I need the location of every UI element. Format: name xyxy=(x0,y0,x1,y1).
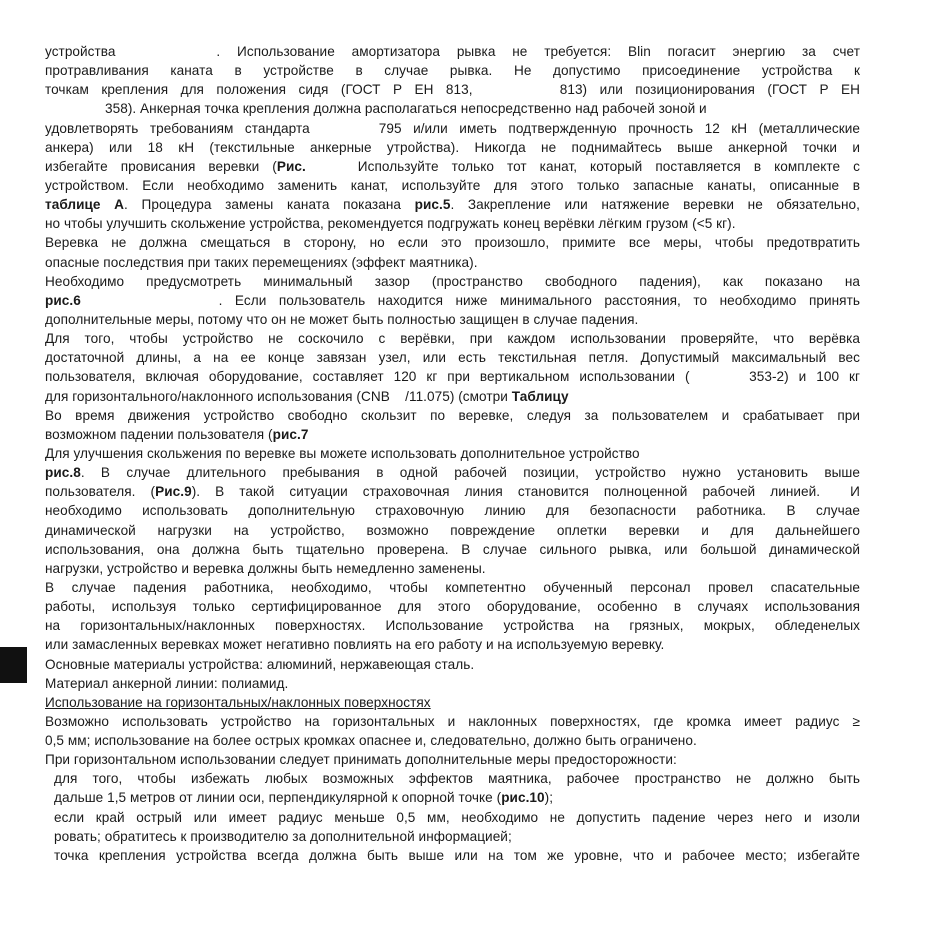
text-line: для горизонтального/наклонного использования (CNB /11.075) (смотри Таблицу xyxy=(45,388,569,404)
text-line: таблице А. Процедура замены каната показана рис.5. Закрепление или натяжение веревки не обязательно, xyxy=(45,197,860,213)
text-line: дополнительные меры, потому что он не может быть полностью защищен в случае падения. xyxy=(45,311,639,327)
text-line: использования, она должна быть тщательно проверена. В случае сильного рывка, или большой динамической xyxy=(45,541,860,557)
text-line: Во время движения устройство свободно скользит по веревке, следуя за пользователем и срабатывает при xyxy=(45,407,860,423)
text-line: избегайте провисания веревки (Рис. Используйте только тот канат, который поставляется в комплекте с xyxy=(45,158,860,174)
text-line: точкам крепления для положения сидя (ГОСТ Р ЕН 813, 813) или позиционирования (ГОСТ Р ЕН xyxy=(45,82,860,98)
text-line: устройством. Если необходимо заменить канат, используйте для этого только запасные канаты, описанные в xyxy=(45,177,860,193)
text-line: достаточной длины, а на ее конце завязан узел, или есть текстильная петля. Допустимый максимальный вес xyxy=(45,350,860,366)
text-line: нагрузки, устройство и веревка должны быть немедленно заменены. xyxy=(45,560,486,576)
text-line: удовлетворять требованиям стандарта 795 и/или иметь подтвержденную прочность 12 кН (металлические xyxy=(45,120,860,136)
text-line: на горизонтальных/наклонных поверхностях. Использование устройства на грязных, мокрых, обледенелых xyxy=(45,618,860,634)
text-line: Основные материалы устройства: алюминий, нержавеющая сталь. xyxy=(45,656,475,672)
text-line: 358). Анкерная точка крепления должна располагаться непосредственно над рабочей зоной и xyxy=(105,101,707,117)
text-line: анкера) или 18 кН (текстильные анкерные утройства). Никогда не поднимайтесь выше анкерной точки и xyxy=(45,139,860,155)
text-line: При горизонтальном использовании следует принимать дополнительные меры предосторожности: xyxy=(45,752,677,768)
section-heading: Использование на горизонтальных/наклонных поверхностях xyxy=(45,694,431,710)
text-line: пользователя, включая оборудование, составляет 120 кг при вертикальном использовании ( 353-2) и 100 кг xyxy=(45,369,860,385)
text-line: протравливания каната в устройстве в случае рывка. Не допустимо присоединение устройства к xyxy=(45,63,860,79)
text-line: В случае падения работника, необходимо, чтобы компетентно обученный персонал провел спасательные xyxy=(45,579,860,595)
text-line: дальше 1,5 метров от линии оси, перпендикулярной к опорной точке (рис.10); xyxy=(54,790,554,806)
section-tab-marker xyxy=(0,647,27,683)
text-line: Материал анкерной линии: полиамид. xyxy=(45,675,289,691)
text-line: для того, чтобы избежать любых возможных эффектов маятника, рабочее пространство не должно быть xyxy=(54,771,860,787)
text-line: если край острый или имеет радиус меньше 0,5 мм, необходимо не допустить падение через него и изоли xyxy=(54,809,860,825)
document-body xyxy=(45,42,860,865)
text-line: динамической нагрузки на устройство, возможно повреждение оплетки веревки и для дальнейшего xyxy=(45,522,860,538)
text-line: рис.8. В случае длительного пребывания в одной рабочей позиции, устройство нужно установить выше xyxy=(45,465,860,481)
text-line: или замасленных веревках может негативно повлиять на его работу и на используемую веревку. xyxy=(45,637,665,653)
text-line: Веревка не должна смещаться в сторону, но если это произошло, примите все меры, чтобы предотвратить xyxy=(45,235,860,251)
text-line: 0,5 мм; использование на более острых кромках опаснее и, следовательно, должно быть ограничено. xyxy=(45,733,697,749)
text-line: пользователя. (Рис.9). В такой ситуации страховочная линия становится полноценной рабочей линией. И xyxy=(45,484,860,500)
text-line: но чтобы улучшить скольжение устройства, рекомендуется подгружать конец верёвки лёгким грузом (<5 кг). xyxy=(45,216,736,232)
text-line: ровать; обратитесь к производителю за дополнительной информацией; xyxy=(54,828,512,844)
text-line: опасные последствия при таких перемещениях (эффект маятника). xyxy=(45,254,478,270)
text-line: точка крепления устройства всегда должна быть выше или на том же уровне, что и рабочее место; избегайте xyxy=(54,847,860,863)
text-line: необходимо использовать дополнительную страховочную линию для безопасности работника. В случае xyxy=(45,503,860,519)
text-line: Необходимо предусмотреть минимальный зазор (пространство свободного падения), как показано на xyxy=(45,273,860,289)
text-line: Возможно использовать устройство на горизонтальных и наклонных поверхностях, где кромка имеет радиус ≥ xyxy=(45,713,860,729)
text-line: рис.6 . Если пользователь находится ниже минимального расстояния, то необходимо принять xyxy=(45,292,860,308)
text-line: Для того, чтобы устройство не соскочило с верёвки, при каждом использовании проверяйте, что верёвка xyxy=(45,331,860,347)
text-line: Для улучшения скольжения по веревке вы можете использовать дополнительное устройство xyxy=(45,445,640,461)
text-line: работы, используя только сертифицированное для этого оборудование, особенно в случаях использования xyxy=(45,599,860,615)
text-line: возможном падении пользователя (рис.7 xyxy=(45,426,309,442)
text-line: устройства . Использование амортизатора рывка не требуется: Blin погасит энергию за счет xyxy=(45,44,860,59)
